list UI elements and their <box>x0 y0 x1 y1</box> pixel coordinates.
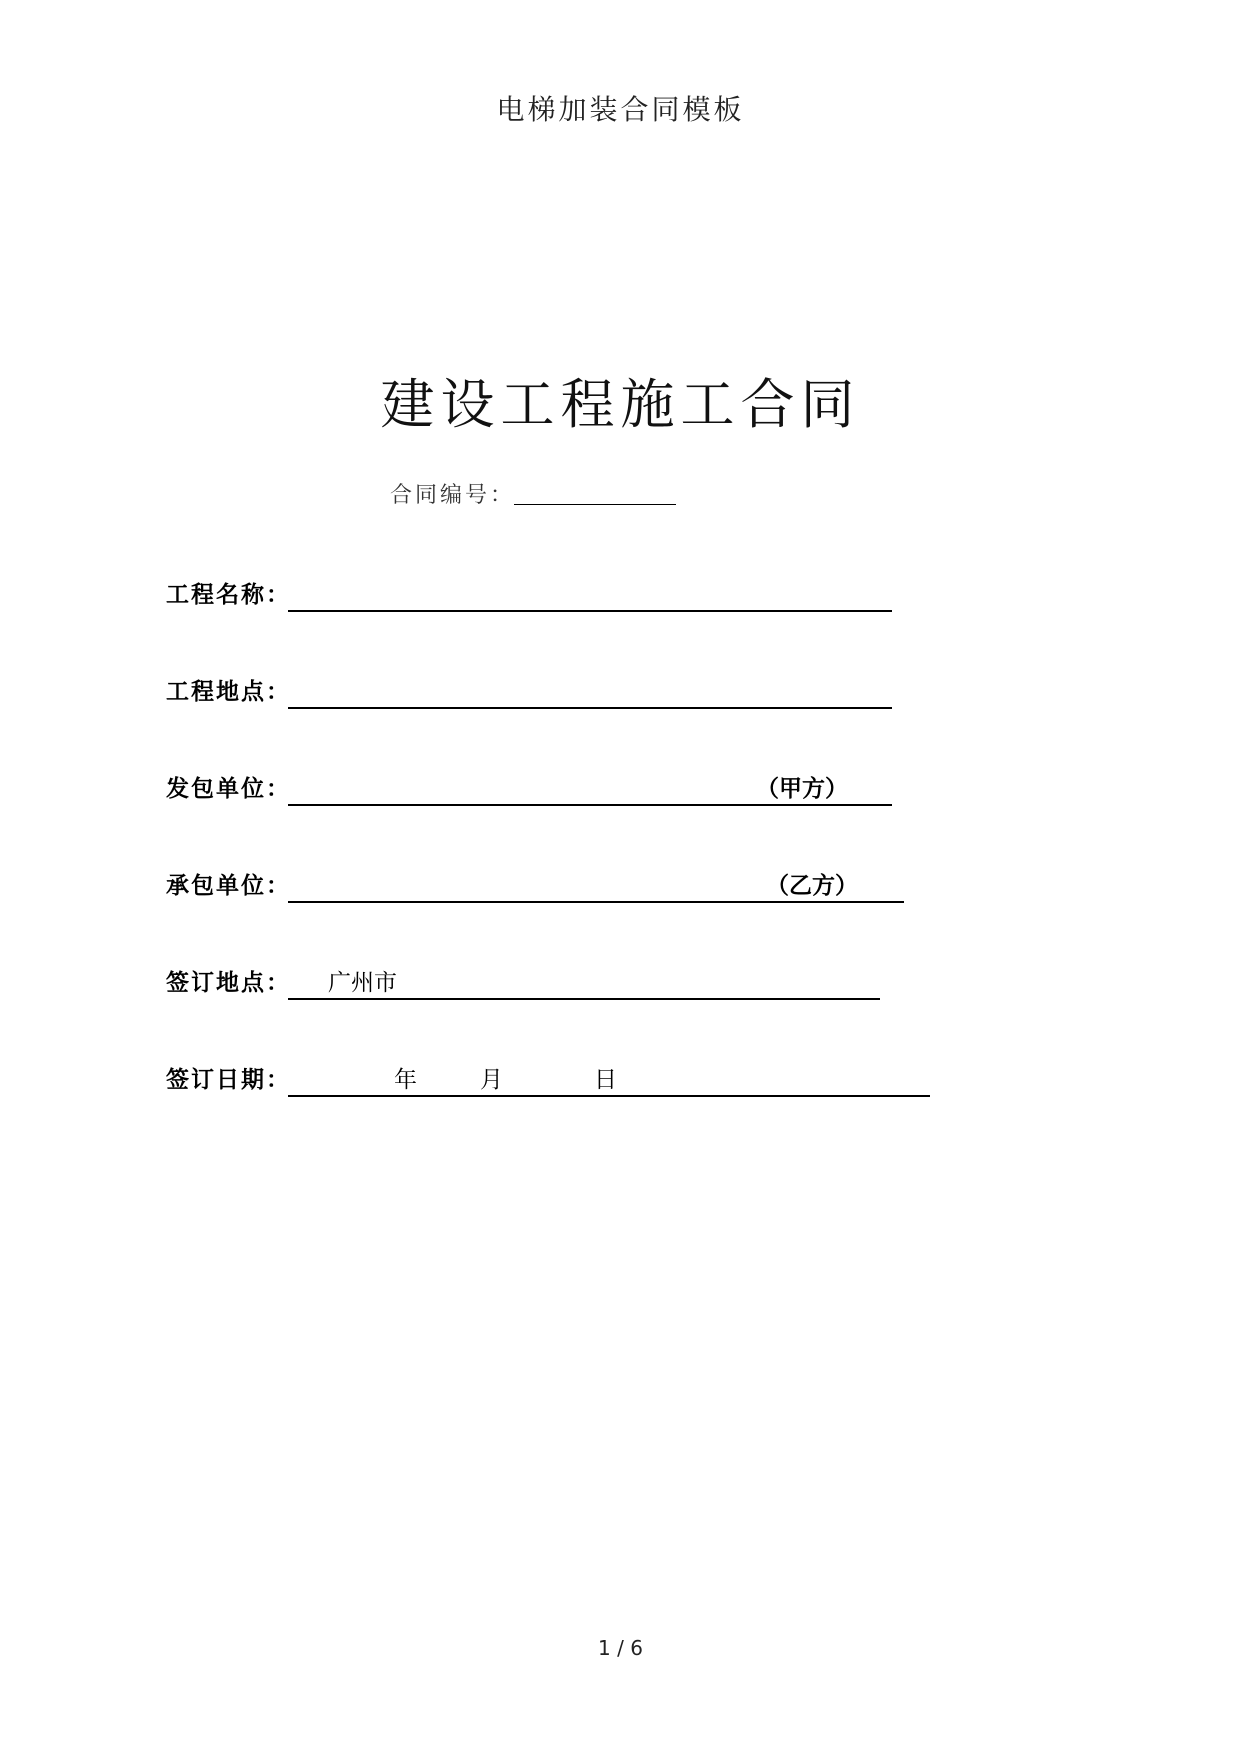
contract-number <box>390 478 515 509</box>
project-location-blank <box>288 707 892 709</box>
project-location-label: 工程地点： <box>166 679 291 705</box>
contract-title: 建设工程施工合同 <box>380 373 861 436</box>
signing-place-blank <box>288 998 880 1000</box>
page-number: 1 / 6 <box>598 1636 643 1660</box>
project-name-label: 工程名称： <box>166 582 291 608</box>
signing-date-label: 签订日期： <box>166 1067 291 1093</box>
contract-number-label: 合同编号： <box>390 483 516 508</box>
signing-date-year: 年 <box>394 1067 417 1093</box>
contractor-blank <box>288 901 904 903</box>
employer-label: 发包单位： <box>166 776 291 802</box>
signing-place-label: 签订地点： <box>166 970 291 996</box>
signing-date-blank <box>288 1095 930 1097</box>
employer-blank <box>288 804 892 806</box>
contract-number-blank <box>514 504 676 505</box>
signing-date-day: 日 <box>594 1067 617 1093</box>
document-header-title: 电梯加装合同模板 <box>496 93 745 126</box>
contractor-party-suffix: （乙方） <box>766 873 858 899</box>
project-name-blank <box>288 610 892 612</box>
contractor-label: 承包单位： <box>166 873 291 899</box>
signing-date-month: 月 <box>480 1067 503 1093</box>
employer-party-suffix: （甲方） <box>756 776 848 802</box>
signing-place-value: 广州市 <box>328 970 397 996</box>
